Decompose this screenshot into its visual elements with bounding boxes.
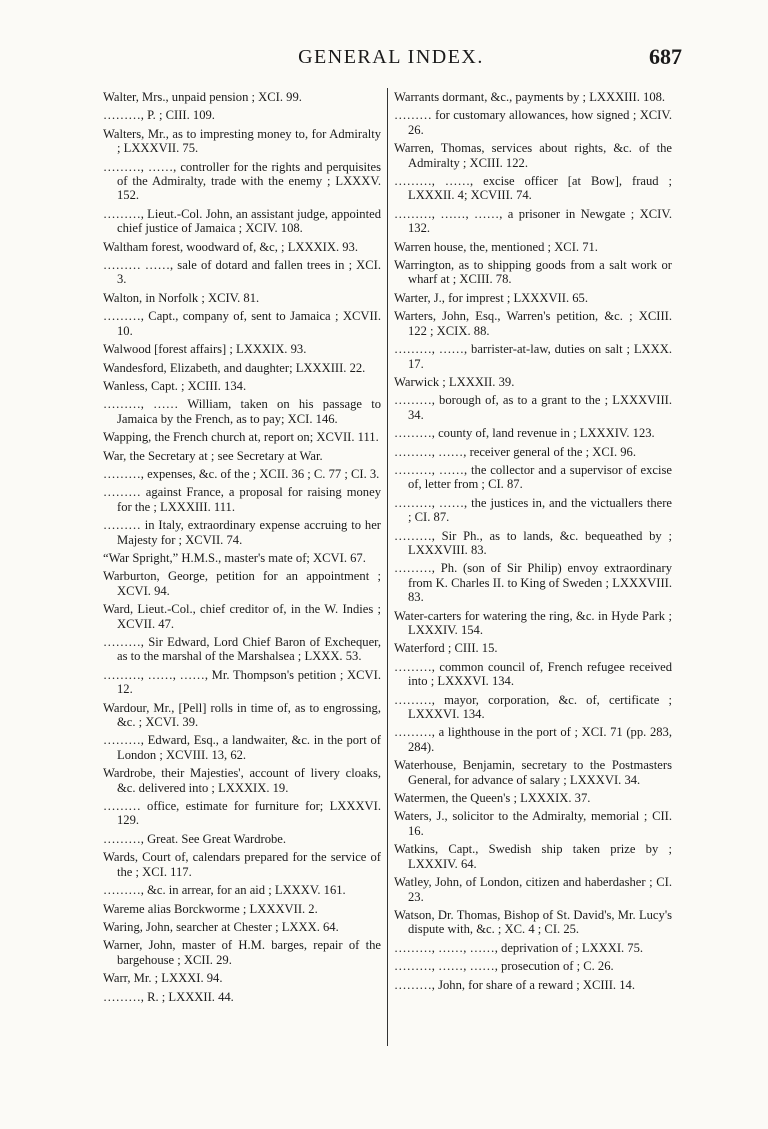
index-entry: ………, Ph. (son of Sir Philip) envoy extraordinary from K. Charles II. to King of Sweden ; LXXXVIII. 83.: [394, 561, 672, 605]
index-entry: Wandesford, Elizabeth, and daughter; LXXXIII. 22.: [103, 360, 366, 375]
index-entry: Watermen, the Queen's ; LXXXIX. 37.: [394, 791, 591, 806]
index-entry: ………, ……, ……, deprivation of ; LXXXI. 75.: [394, 940, 644, 955]
index-entry: Wardour, Mr., [Pell] rolls in time of, as to engrossing, &c. ; XCVI. 39.: [103, 700, 381, 730]
index-entry: “War Spright,” H.M.S., master's mate of; XCVI. 67.: [103, 550, 366, 565]
index-entry: ………, ……, ……, Mr. Thompson's petition ; XCVI. 12.: [103, 667, 381, 697]
index-entry: Waters, J., solicitor to the Admiralty, memorial ; CII. 16.: [394, 809, 672, 838]
index-entry: Waltham forest, woodward of, &c, ; LXXXIX. 93.: [103, 239, 358, 254]
index-entry: ………, mayor, corporation, &c. of, certificate ; LXXXVI. 134.: [394, 692, 672, 722]
index-entry: Wards, Court of, calendars prepared for the service of the ; XCI. 117.: [103, 850, 381, 879]
index-entry: ……… ……, sale of dotard and fallen trees in ; XCI. 3.: [103, 258, 381, 287]
right-index-column: [394, 90, 672, 996]
index-entry: ……… for customary allowances, how signed ; XCIV. 26.: [394, 108, 672, 137]
index-entry: ………, Great. See Great Wardrobe.: [103, 831, 287, 846]
index-entry: Walter, Mrs., unpaid pension ; XCI. 99.: [103, 90, 302, 104]
index-entry: ………, R. ; LXXXII. 44.: [103, 989, 234, 1004]
index-entry: Warrants dormant, &c., payments by ; LXXXIII. 108.: [394, 90, 666, 104]
index-entry: ………, expenses, &c. of the ; XCII. 36 ; C. 77 ; CI. 3.: [103, 466, 380, 481]
index-entry: ………, ……, barrister-at-law, duties on salt ; LXXX. 17.: [394, 342, 672, 371]
index-entry: Warren, Thomas, services about rights, &c. of the Admiralty ; XCIII. 122.: [394, 141, 672, 170]
index-entry: Waterford ; CIII. 15.: [394, 641, 498, 656]
index-entry: Wanless, Capt. ; XCIII. 134.: [103, 378, 247, 393]
index-entry: ………, ……, receiver general of the ; XCI. 96.: [394, 444, 637, 459]
index-entry: Warr, Mr. ; LXXXI. 94.: [103, 971, 223, 986]
index-entry: Warburton, George, petition for an appointment ; XCVI. 94.: [103, 569, 381, 598]
index-entry: ………, John, for share of a reward ; XCIII. 14.: [394, 977, 635, 992]
index-entry: ………, borough of, as to a grant to the ; LXXXVIII. 34.: [394, 393, 672, 422]
index-entry: ………, Lieut.-Col. John, an assistant judge, appointed chief justice of Jamaica ; XCIV. 108.: [103, 206, 381, 236]
index-entry: ………, ……, the justices in, and the victuallers there ; CI. 87.: [394, 495, 672, 525]
column-divider: [387, 88, 388, 1046]
index-entry: ……… against France, a proposal for raising money for the ; LXXXIII. 111.: [103, 485, 381, 514]
index-entry: ……… office, estimate for furniture for; LXXXVI. 129.: [103, 799, 381, 828]
index-entry: ………, Capt., company of, sent to Jamaica ; XCVII. 10.: [103, 309, 381, 338]
index-entry: Watley, John, of London, citizen and haberdasher ; CI. 23.: [394, 875, 672, 904]
index-entry: ………, Sir Ph., as to lands, &c. bequeathed by ; LXXXVIII. 83.: [394, 528, 672, 557]
index-entry: ………, ……, ……, a prisoner in Newgate ; XCIV. 132.: [394, 206, 672, 236]
index-entry: ……… in Italy, extraordinary expense accruing to her Majesty for ; XCVII. 74.: [103, 518, 381, 547]
index-entry: ………, Edward, Esq., a landwaiter, &c. in the port of London ; XCVIII. 13, 62.: [103, 733, 381, 762]
index-entry: Walton, in Norfolk ; XCIV. 81.: [103, 290, 260, 305]
index-entry: Waring, John, searcher at Chester ; LXXX. 64.: [103, 919, 339, 934]
index-entry: ………, Sir Edward, Lord Chief Baron of Exchequer, as to the marshal of the Marshalsea ; LXXX. 53.: [103, 635, 381, 664]
index-entry: Walwood [forest affairs] ; LXXXIX. 93.: [103, 342, 307, 357]
index-entry: Wareme alias Borckworme ; LXXXVII. 2.: [103, 901, 318, 916]
index-entry: Watson, Dr. Thomas, Bishop of St. David's, Mr. Lucy's dispute with, &c. ; XC. 4 ; CI. 25.: [394, 907, 672, 937]
page-header: [100, 44, 682, 74]
running-title: GENERAL INDEX.: [298, 46, 484, 68]
index-entry: Water-carters for watering the ring, &c. in Hyde Park ; LXXXIV. 154.: [394, 608, 672, 637]
index-entry: ………, ……, controller for the rights and perquisites of the Admiralty, trade with the enemy ; LXXXV. 152.: [103, 159, 381, 203]
index-entry: Warrington, as to shipping goods from a salt work or wharf at ; XCIII. 78.: [394, 258, 672, 287]
index-entry: Walters, Mr., as to impresting money to, for Admiralty ; LXXXVII. 75.: [103, 126, 381, 156]
index-entry: War, the Secretary at ; see Secretary at War.: [103, 448, 323, 463]
index-entry: ………, ……, ……, prosecution of ; C. 26.: [394, 959, 614, 974]
index-entry: ………, county of, land revenue in ; LXXXIV. 123.: [394, 426, 655, 441]
index-entry: ………, ……, excise officer [at Bow], fraud ; LXXXII. 4; XCVIII. 74.: [394, 174, 672, 203]
index-entry: ………, ……, the collector and a supervisor of excise of, letter from ; CI. 87.: [394, 462, 672, 492]
index-entry: Ward, Lieut.-Col., chief creditor of, in the W. Indies ; XCVII. 47.: [103, 602, 381, 631]
index-entry: Wapping, the French church at, report on; XCVII. 111.: [103, 430, 379, 445]
index-entry: Warter, J., for imprest ; LXXXVII. 65.: [394, 290, 588, 305]
index-entry: ………, P. ; CIII. 109.: [103, 108, 215, 123]
index-entry: Warwick ; LXXXII. 39.: [394, 374, 515, 389]
index-entry: ………, common council of, French refugee received into ; LXXXVI. 134.: [394, 659, 672, 689]
left-index-column: [103, 90, 381, 1008]
page-number: 687: [649, 44, 682, 69]
index-entry: Warner, John, master of H.M. barges, repair of the bargehouse ; XCII. 29.: [103, 938, 381, 967]
index-entry: ………, &c. in arrear, for an aid ; LXXXV. 161.: [103, 883, 346, 898]
index-entry: Warren house, the, mentioned ; XCI. 71.: [394, 239, 598, 254]
index-entry: Watkins, Capt., Swedish ship taken prize by ; LXXXIV. 64.: [394, 842, 672, 871]
index-entry: Warters, John, Esq., Warren's petition, &c. ; XCIII. 122 ; XCIX. 88.: [394, 309, 672, 338]
index-entry: Waterhouse, Benjamin, secretary to the Postmasters General, for advance of salary ; LXXXVI. 34.: [394, 758, 672, 787]
index-entry: Wardrobe, their Majesties', account of livery cloaks, &c. delivered into ; LXXXIX. 19.: [103, 766, 381, 795]
index-entry: ………, …… William, taken on his passage to Jamaica by the French, as to pay; XCI. 146.: [103, 397, 381, 426]
index-entry: ………, a lighthouse in the port of ; XCI. 71 (pp. 283, 284).: [394, 725, 672, 754]
